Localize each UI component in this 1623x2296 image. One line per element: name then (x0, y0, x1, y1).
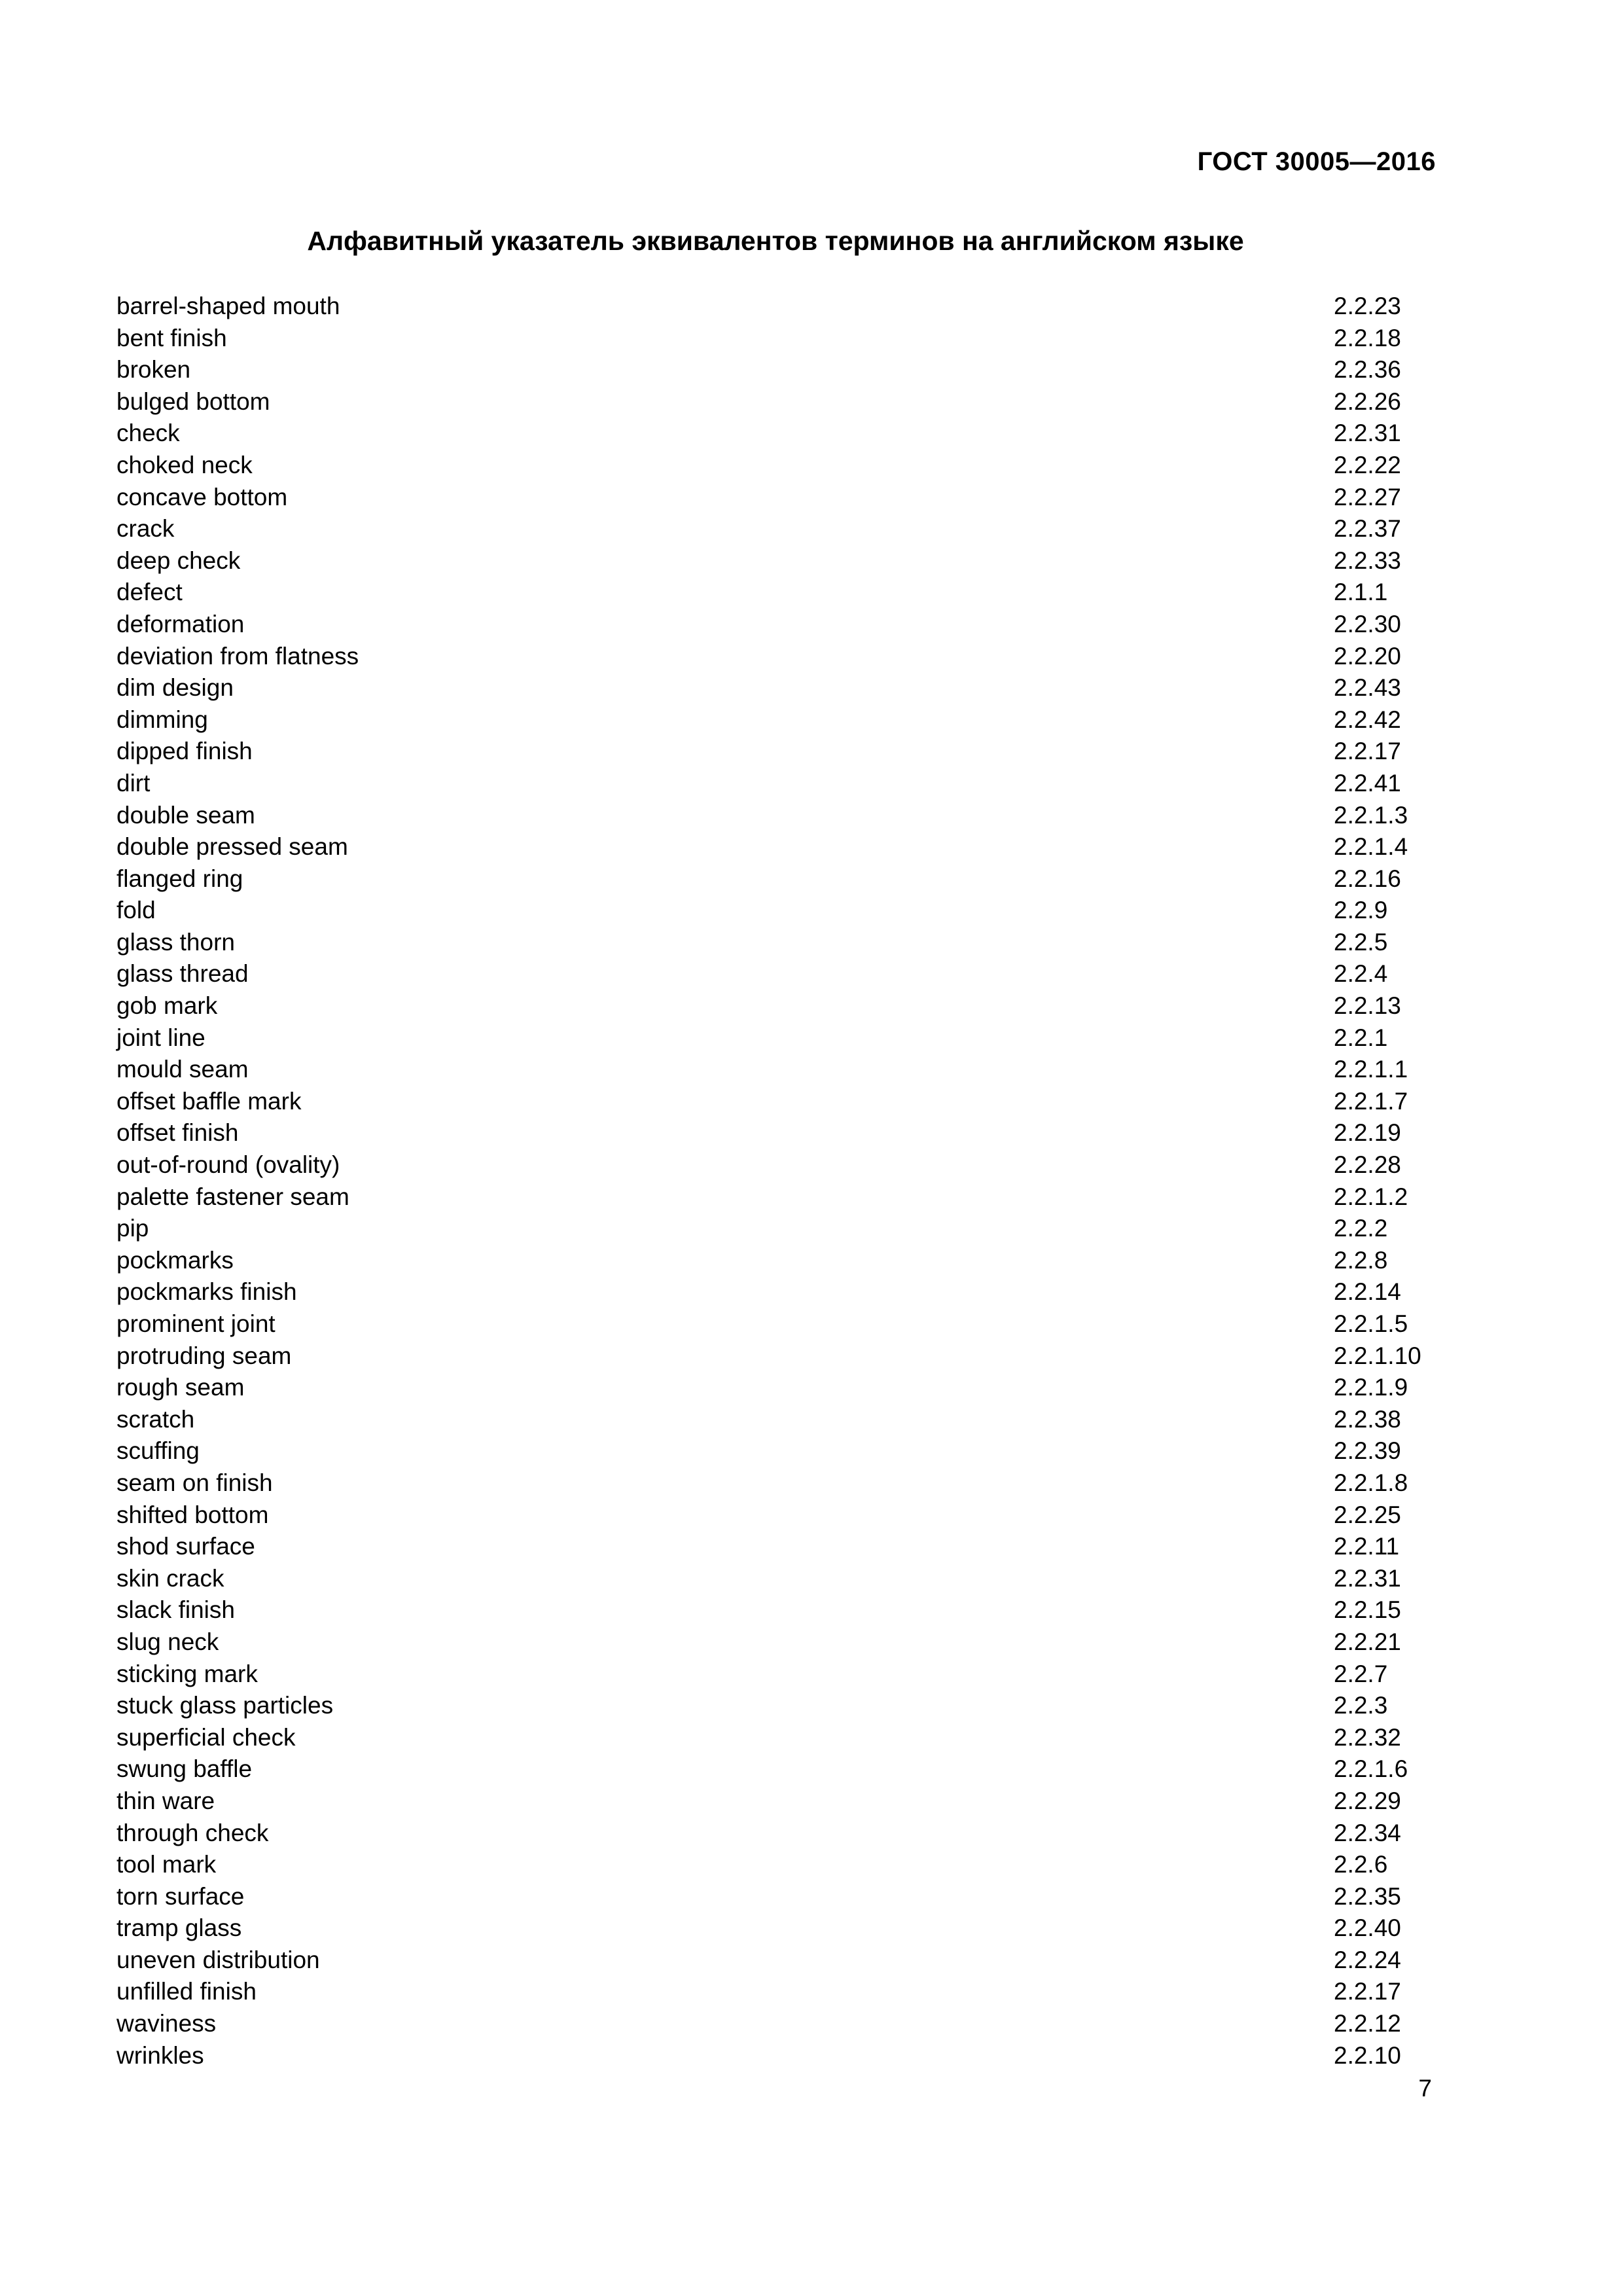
list-item (116, 482, 1432, 514)
list-item (116, 800, 1432, 832)
term-text: dipped finish (116, 738, 253, 765)
list-item (116, 1785, 1432, 1818)
list-item (116, 895, 1432, 927)
term-text: swung baffle (116, 1755, 253, 1783)
list-item (116, 386, 1432, 418)
term-text: mould seam (116, 1056, 249, 1083)
term-text: fold (116, 897, 156, 924)
term-reference: 2.2.9 (1334, 897, 1388, 924)
term-reference: 2.2.35 (1334, 1882, 1401, 1910)
term-reference: 2.2.1 (1334, 1024, 1388, 1051)
term-reference: 2.2.26 (1334, 387, 1401, 415)
term-reference: 2.2.11 (1334, 1533, 1400, 1560)
term-text: deformation (116, 610, 245, 637)
term-text: rough seam (116, 1374, 245, 1401)
term-text: dim design (116, 674, 234, 702)
list-item (116, 609, 1432, 641)
term-reference: 2.1.1 (1334, 579, 1388, 606)
term-text: seam on finish (116, 1469, 273, 1496)
term-text: gob mark (116, 992, 218, 1020)
term-text: skin crack (116, 1564, 224, 1592)
term-text: broken (116, 356, 191, 384)
term-reference: 2.2.25 (1334, 1501, 1401, 1528)
term-reference: 2.2.34 (1334, 1819, 1401, 1846)
term-text: dimming (116, 706, 208, 733)
term-reference: 2.2.1.2 (1334, 1183, 1408, 1210)
term-reference: 2.2.16 (1334, 865, 1401, 892)
term-reference: 2.2.17 (1334, 1978, 1401, 2005)
term-text: tool mark (116, 1851, 217, 1878)
term-text: crack (116, 515, 175, 543)
term-reference: 2.2.19 (1334, 1119, 1401, 1147)
term-reference: 2.2.7 (1334, 1660, 1388, 1687)
list-item (116, 1499, 1432, 1532)
term-reference: 2.2.31 (1334, 420, 1401, 447)
list-item (116, 2008, 1432, 2040)
list-item (116, 323, 1432, 355)
term-reference: 2.2.1.10 (1334, 1342, 1421, 1369)
term-text: offset baffle mark (116, 1087, 302, 1115)
term-text: palette fastener seam (116, 1183, 349, 1210)
page-title: Алфавитный указатель эквивалентов терминов на английском языке (307, 226, 1244, 256)
term-reference: 2.2.8 (1334, 1246, 1388, 1274)
term-reference: 2.2.42 (1334, 706, 1401, 733)
term-text: uneven distribution (116, 1946, 320, 1973)
list-item (116, 768, 1432, 800)
term-reference: 2.2.23 (1334, 293, 1401, 319)
term-reference: 2.2.22 (1334, 451, 1401, 478)
list-item (116, 577, 1432, 609)
list-item (116, 641, 1432, 673)
list-item (116, 831, 1432, 863)
page-number: 7 (1418, 2075, 1432, 2102)
list-item (116, 2040, 1432, 2072)
term-reference: 2.2.1.8 (1334, 1469, 1408, 1496)
term-reference: 2.2.21 (1334, 1628, 1401, 1655)
list-item (116, 704, 1432, 736)
term-text: unfilled finish (116, 1978, 257, 2005)
term-reference: 2.2.27 (1334, 483, 1401, 511)
list-item (116, 1849, 1432, 1881)
list-item (116, 1945, 1432, 1977)
term-text: protruding seam (116, 1342, 292, 1369)
term-reference: 2.2.36 (1334, 356, 1401, 384)
term-reference: 2.2.29 (1334, 1787, 1401, 1814)
term-text: offset finish (116, 1119, 239, 1147)
list-item (116, 1149, 1432, 1181)
term-reference: 2.2.1.4 (1334, 833, 1408, 861)
term-text: shod surface (116, 1533, 255, 1560)
list-item (116, 1086, 1432, 1118)
term-reference: 2.2.33 (1334, 547, 1401, 574)
term-reference: 2.2.37 (1334, 515, 1401, 543)
term-text: double seam (116, 801, 255, 829)
list-item (116, 863, 1432, 895)
term-reference: 2.2.4 (1334, 960, 1388, 988)
term-reference: 2.2.1.1 (1334, 1056, 1408, 1083)
document-code: ГОСТ 30005—2016 (1197, 147, 1436, 176)
term-text: waviness (116, 2010, 217, 2037)
term-reference: 2.2.41 (1334, 769, 1401, 797)
list-item (116, 1818, 1432, 1850)
term-reference: 2.2.30 (1334, 610, 1401, 637)
term-text: out-of-round (ovality) (116, 1151, 340, 1179)
list-item (116, 450, 1432, 482)
list-item (116, 1054, 1432, 1086)
term-reference: 2.2.1.6 (1334, 1755, 1408, 1783)
term-reference: 2.2.28 (1334, 1151, 1401, 1179)
term-reference: 2.2.17 (1334, 738, 1401, 765)
term-text: check (116, 420, 180, 447)
term-reference: 2.2.5 (1334, 928, 1388, 956)
term-text: deviation from flatness (116, 642, 359, 670)
term-text: tramp glass (116, 1914, 242, 1942)
list-item (116, 545, 1432, 577)
list-item (116, 1722, 1432, 1754)
term-reference: 2.2.40 (1334, 1914, 1401, 1942)
list-item (116, 418, 1432, 450)
list-item (116, 1117, 1432, 1149)
term-text: pockmarks (116, 1246, 234, 1274)
term-reference: 2.2.12 (1334, 2010, 1401, 2037)
term-text: flanged ring (116, 865, 243, 892)
term-text: concave bottom (116, 483, 288, 511)
term-text: bent finish (116, 324, 227, 351)
list-item (116, 1404, 1432, 1436)
list-item (116, 1881, 1432, 1913)
term-text: wrinkles (116, 2041, 204, 2069)
list-item (116, 1340, 1432, 1372)
term-reference: 2.2.18 (1334, 324, 1401, 351)
term-reference: 2.2.1.3 (1334, 801, 1408, 829)
term-text: bulged bottom (116, 387, 270, 415)
list-item (116, 958, 1432, 990)
term-text: pip (116, 1215, 149, 1242)
list-item (116, 1276, 1432, 1308)
term-text: thin ware (116, 1787, 215, 1814)
list-item (116, 291, 1432, 323)
term-text: glass thread (116, 960, 249, 988)
list-item (116, 1467, 1432, 1499)
term-reference: 2.2.2 (1334, 1215, 1388, 1242)
term-reference: 2.2.38 (1334, 1405, 1401, 1433)
list-item (116, 513, 1432, 545)
list-item (116, 354, 1432, 386)
term-text: slug neck (116, 1628, 219, 1655)
term-reference: 2.2.1.7 (1334, 1087, 1408, 1115)
list-item (116, 1245, 1432, 1277)
list-item (116, 1563, 1432, 1595)
term-text: joint line (116, 1024, 205, 1051)
list-item (116, 1912, 1432, 1945)
list-item (116, 1690, 1432, 1722)
term-reference: 2.2.13 (1334, 992, 1401, 1020)
list-item (116, 1753, 1432, 1785)
term-text: scuffing (116, 1437, 200, 1465)
term-text: dirt (116, 769, 151, 797)
term-text: prominent joint (116, 1310, 276, 1337)
term-reference: 2.2.14 (1334, 1278, 1401, 1306)
list-item (116, 1372, 1432, 1404)
term-reference: 2.2.39 (1334, 1437, 1401, 1465)
term-reference: 2.2.24 (1334, 1946, 1401, 1973)
list-item (116, 1531, 1432, 1563)
term-reference: 2.2.15 (1334, 1596, 1401, 1624)
term-text: through check (116, 1819, 269, 1846)
term-text: defect (116, 579, 183, 606)
list-item (116, 1626, 1432, 1659)
list-item (116, 1308, 1432, 1340)
term-text: glass thorn (116, 928, 235, 956)
term-reference: 2.2.43 (1334, 674, 1401, 702)
term-reference: 2.2.1.5 (1334, 1310, 1408, 1337)
list-item (116, 1435, 1432, 1467)
term-reference: 2.2.10 (1334, 2041, 1401, 2069)
term-text: superficial check (116, 1723, 296, 1751)
list-item (116, 1022, 1432, 1054)
term-text: stuck glass particles (116, 1692, 334, 1719)
term-reference: 2.2.31 (1334, 1564, 1401, 1592)
term-reference: 2.2.1.9 (1334, 1374, 1408, 1401)
term-text: torn surface (116, 1882, 245, 1910)
term-reference: 2.2.32 (1334, 1723, 1401, 1751)
term-text: pockmarks finish (116, 1278, 297, 1306)
term-reference: 2.2.6 (1334, 1851, 1388, 1878)
term-reference: 2.2.3 (1334, 1692, 1388, 1719)
term-text: deep check (116, 547, 241, 574)
list-item (116, 990, 1432, 1022)
term-text: slack finish (116, 1596, 235, 1624)
list-item (116, 1659, 1432, 1691)
list-item (116, 1181, 1432, 1213)
term-text: sticking mark (116, 1660, 258, 1687)
list-item (116, 736, 1432, 768)
term-text: barrel-shaped mouth (116, 293, 340, 319)
term-reference: 2.2.20 (1334, 642, 1401, 670)
term-text: choked neck (116, 451, 253, 478)
term-text: scratch (116, 1405, 195, 1433)
term-text: shifted bottom (116, 1501, 269, 1528)
list-item (116, 1213, 1432, 1245)
term-text: double pressed seam (116, 833, 348, 861)
list-item (116, 672, 1432, 704)
list-item (116, 1976, 1432, 2008)
term-index-list (116, 291, 1432, 2072)
list-item (116, 1594, 1432, 1626)
list-item (116, 927, 1432, 959)
